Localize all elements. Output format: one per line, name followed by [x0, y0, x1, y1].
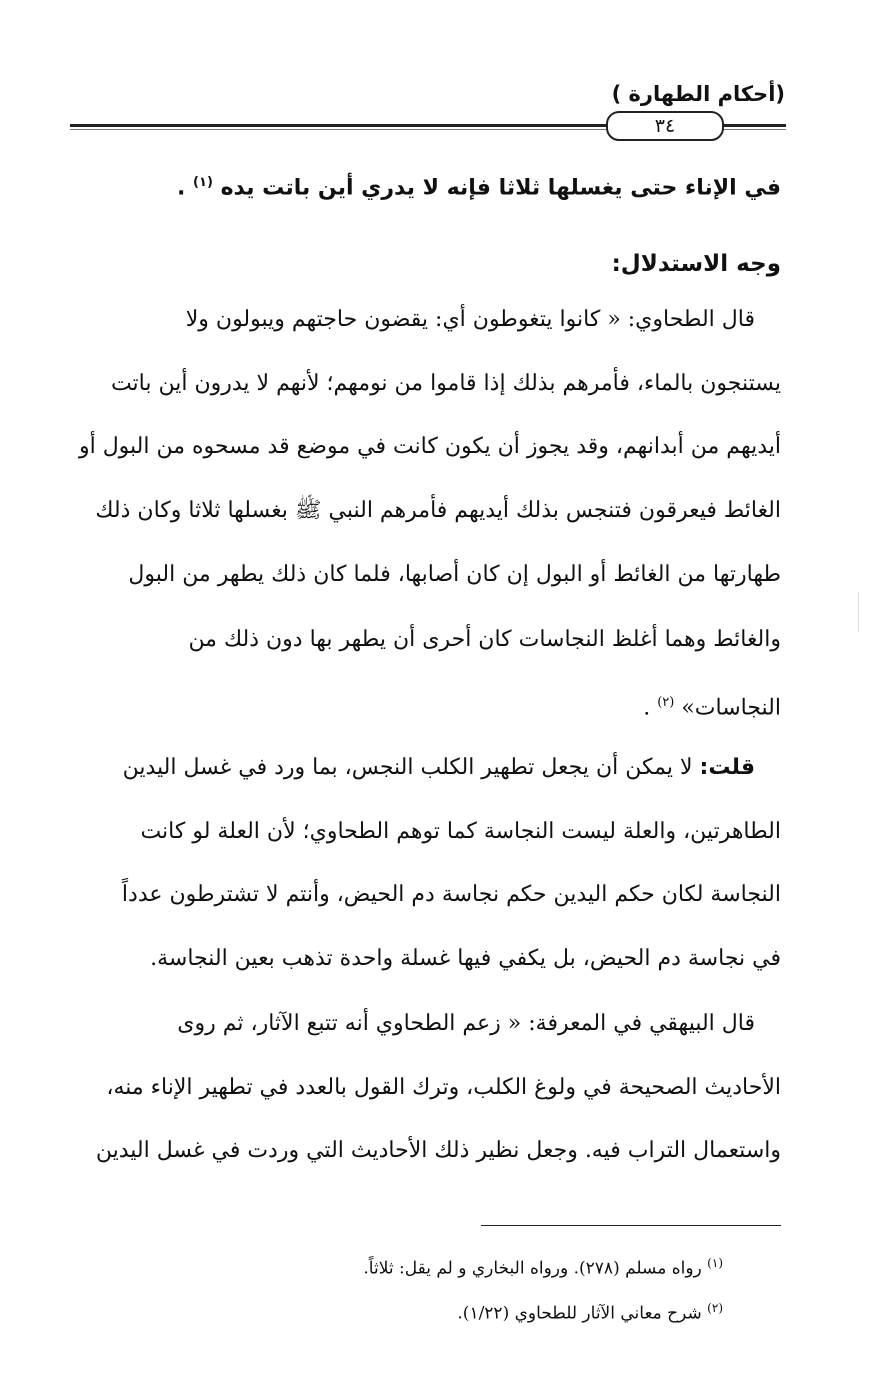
p3-line-2: الأحاديث الصحيحة في ولوغ الكلب، وترك القول بالعدد في تطهير الإناء منه، [106, 1075, 781, 1100]
p3-line-1: قال البيهقي في المعرفة: « زعم الطحاوي أنه تتبع الآثار، ثم روى [177, 1011, 755, 1036]
scan-mark [858, 592, 859, 632]
p2-line-3: النجاسة لكان حكم اليدين حكم نجاسة دم الحيض، وأنتم لا تشترطون عدداً [121, 882, 781, 907]
section-heading: وجه الاستدلال: [611, 251, 781, 277]
footnote-1-marker: (١) [707, 1256, 723, 1270]
p1-line-4: الغائط فيعرقون فتنجس بذلك أيديهم فأمرهم النبي ﷺ بغسلها ثلاثا وكان ذلك [95, 498, 781, 523]
p1-line-7-text: النجاسات» [681, 695, 781, 721]
footnote-ref-1: (١) [193, 175, 213, 190]
p1-line-5: طهارتها من الغائط أو البول إن كان أصابها، فلما كان ذلك يطهر من البول [128, 562, 781, 587]
p1-line-1: قال الطحاوي: « كانوا يتغوطون أي: يقضون حاجتهم ويبولون ولا [185, 307, 755, 332]
footnote-1 [363, 1250, 723, 1282]
body-line-1 [177, 168, 781, 203]
page-number: ٣٤ [606, 111, 724, 141]
running-title: (أحكام الطهارة ) [611, 82, 785, 106]
p3-line-3: واستعمال التراب فيه. وجعل نظير ذلك الأحاديث التي وردت في غسل اليدين [95, 1138, 781, 1163]
p1-line-6: والغائط وهما أغلظ النجاسات كان أحرى أن يطهر بها دون ذلك من [188, 627, 781, 652]
footnote-rule [481, 1225, 781, 1226]
footnote-2-text: شرح معاني الآثار للطحاوي (١/٢٢). [457, 1303, 708, 1324]
footnote-2 [457, 1295, 723, 1327]
body-line-1-end: . [177, 175, 194, 201]
p1-line-7-end: . [643, 695, 658, 721]
p1-line-7 [643, 688, 781, 723]
p1-line-3: أيديهم من أبدانهم، وقد يجوز أن يكون كانت في موضع قد مسحوه من البول أو [78, 434, 781, 459]
p2-line-2: الطاهرتين، والعلة ليست النجاسة كما توهم الطحاوي؛ لأن العلة لو كانت [140, 819, 781, 844]
p2-line-1-rest: لا يمكن أن يجعل تطهير الكلب النجس، بما ورد في غسل اليدين [122, 755, 700, 780]
p2-line-4: في نجاسة دم الحيض، بل يكفي فيها غسلة واحدة تذهب بعين النجاسة. [150, 946, 781, 971]
p2-line-1 [123, 753, 755, 783]
body-line-1-text: في الإناء حتى يغسلها ثلاثا فإنه لا يدري أين باتت يده [220, 175, 781, 201]
p1-line-2: يستنجون بالماء، فأمرهم بذلك إذا قاموا من نومهم؛ لأنهم لا يدرون أين باتت [110, 371, 781, 396]
footnote-ref-2: (٢) [657, 695, 675, 710]
footnote-1-text: رواه مسلم (٢٧٨). ورواه البخاري و لم يقل: ثلاثاً. [363, 1258, 708, 1279]
p2-lead: قلت: [699, 755, 755, 780]
footnote-2-marker: (٢) [707, 1301, 723, 1315]
